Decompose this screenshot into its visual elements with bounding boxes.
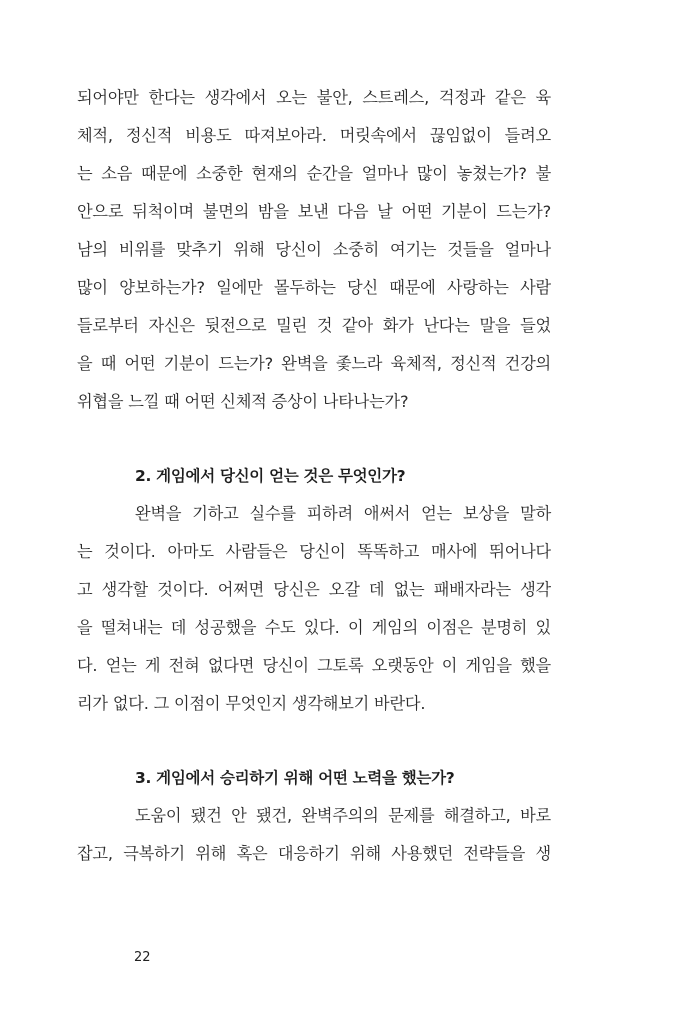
- section-spacer: [77, 421, 551, 457]
- section-heading-3: 3. 게임에서 승리하기 위해 어떤 노력을 했는가?: [135, 769, 455, 787]
- section-heading-2: 2. 게임에서 당신이 얻는 것은 무엇인가?: [135, 467, 406, 485]
- text-line: 잡고, 극복하기 위해 혹은 대응하기 위해 사용했던 전략들을 생: [77, 844, 551, 863]
- text-line: 다. 얻는 게 전혀 없다면 당신이 그토록 오랫동안 이 게임을 했을: [77, 656, 551, 675]
- text-line: 고 생각할 것이다. 어쩌면 당신은 오갈 데 없는 패배자라는 생각: [77, 580, 551, 599]
- text-line: 리가 없다. 그 이점이 무엇인지 생각해보기 바란다.: [77, 694, 426, 713]
- paragraph-rewards: [77, 495, 551, 723]
- text-line: 을 떨쳐내는 데 성공했을 수도 있다. 이 게임의 이점은 분명히 있: [77, 618, 551, 637]
- text-line: 안으로 뒤척이며 불면의 밤을 보낸 다음 날 어떤 기분이 드는가?: [77, 202, 551, 221]
- text-line: 위협을 느낄 때 어떤 신체적 증상이 나타나는가?: [77, 392, 409, 411]
- paragraph-strategies: [77, 797, 551, 873]
- text-line: 들로부터 자신은 뒷전으로 밀린 것 같아 화가 난다는 말을 들었: [77, 316, 551, 335]
- text-line: 을 때 어떤 기분이 드는가? 완벽을 좇느라 육체적, 정신적 건강의: [77, 354, 551, 373]
- text-line: 완벽을 기하고 실수를 피하려 애써서 얻는 보상을 말하: [135, 504, 551, 523]
- text-line: 도움이 됐건 안 됐건, 완벽주의의 문제를 해결하고, 바로: [135, 806, 551, 825]
- text-line: 많이 양보하는가? 일에만 몰두하는 당신 때문에 사랑하는 사람: [77, 278, 551, 297]
- text-line: 되어야만 한다는 생각에서 오는 불안, 스트레스, 걱정과 같은 육: [77, 88, 551, 107]
- paragraph-costs: [77, 79, 551, 421]
- section-spacer: [77, 723, 551, 759]
- text-line: 는 것이다. 아마도 사람들은 당신이 똑똑하고 매사에 뛰어나다: [77, 542, 551, 561]
- text-line: 남의 비위를 맞추기 위해 당신이 소중히 여기는 것들을 얼마나: [77, 240, 551, 259]
- text-line: 체적, 정신적 비용도 따져보아라. 머릿속에서 끊임없이 들려오: [77, 126, 551, 145]
- text-line: 는 소음 때문에 소중한 현재의 순간을 얼마나 많이 놓쳤는가? 불: [77, 164, 551, 183]
- page-number: 22: [134, 950, 151, 965]
- page-body: [77, 79, 551, 873]
